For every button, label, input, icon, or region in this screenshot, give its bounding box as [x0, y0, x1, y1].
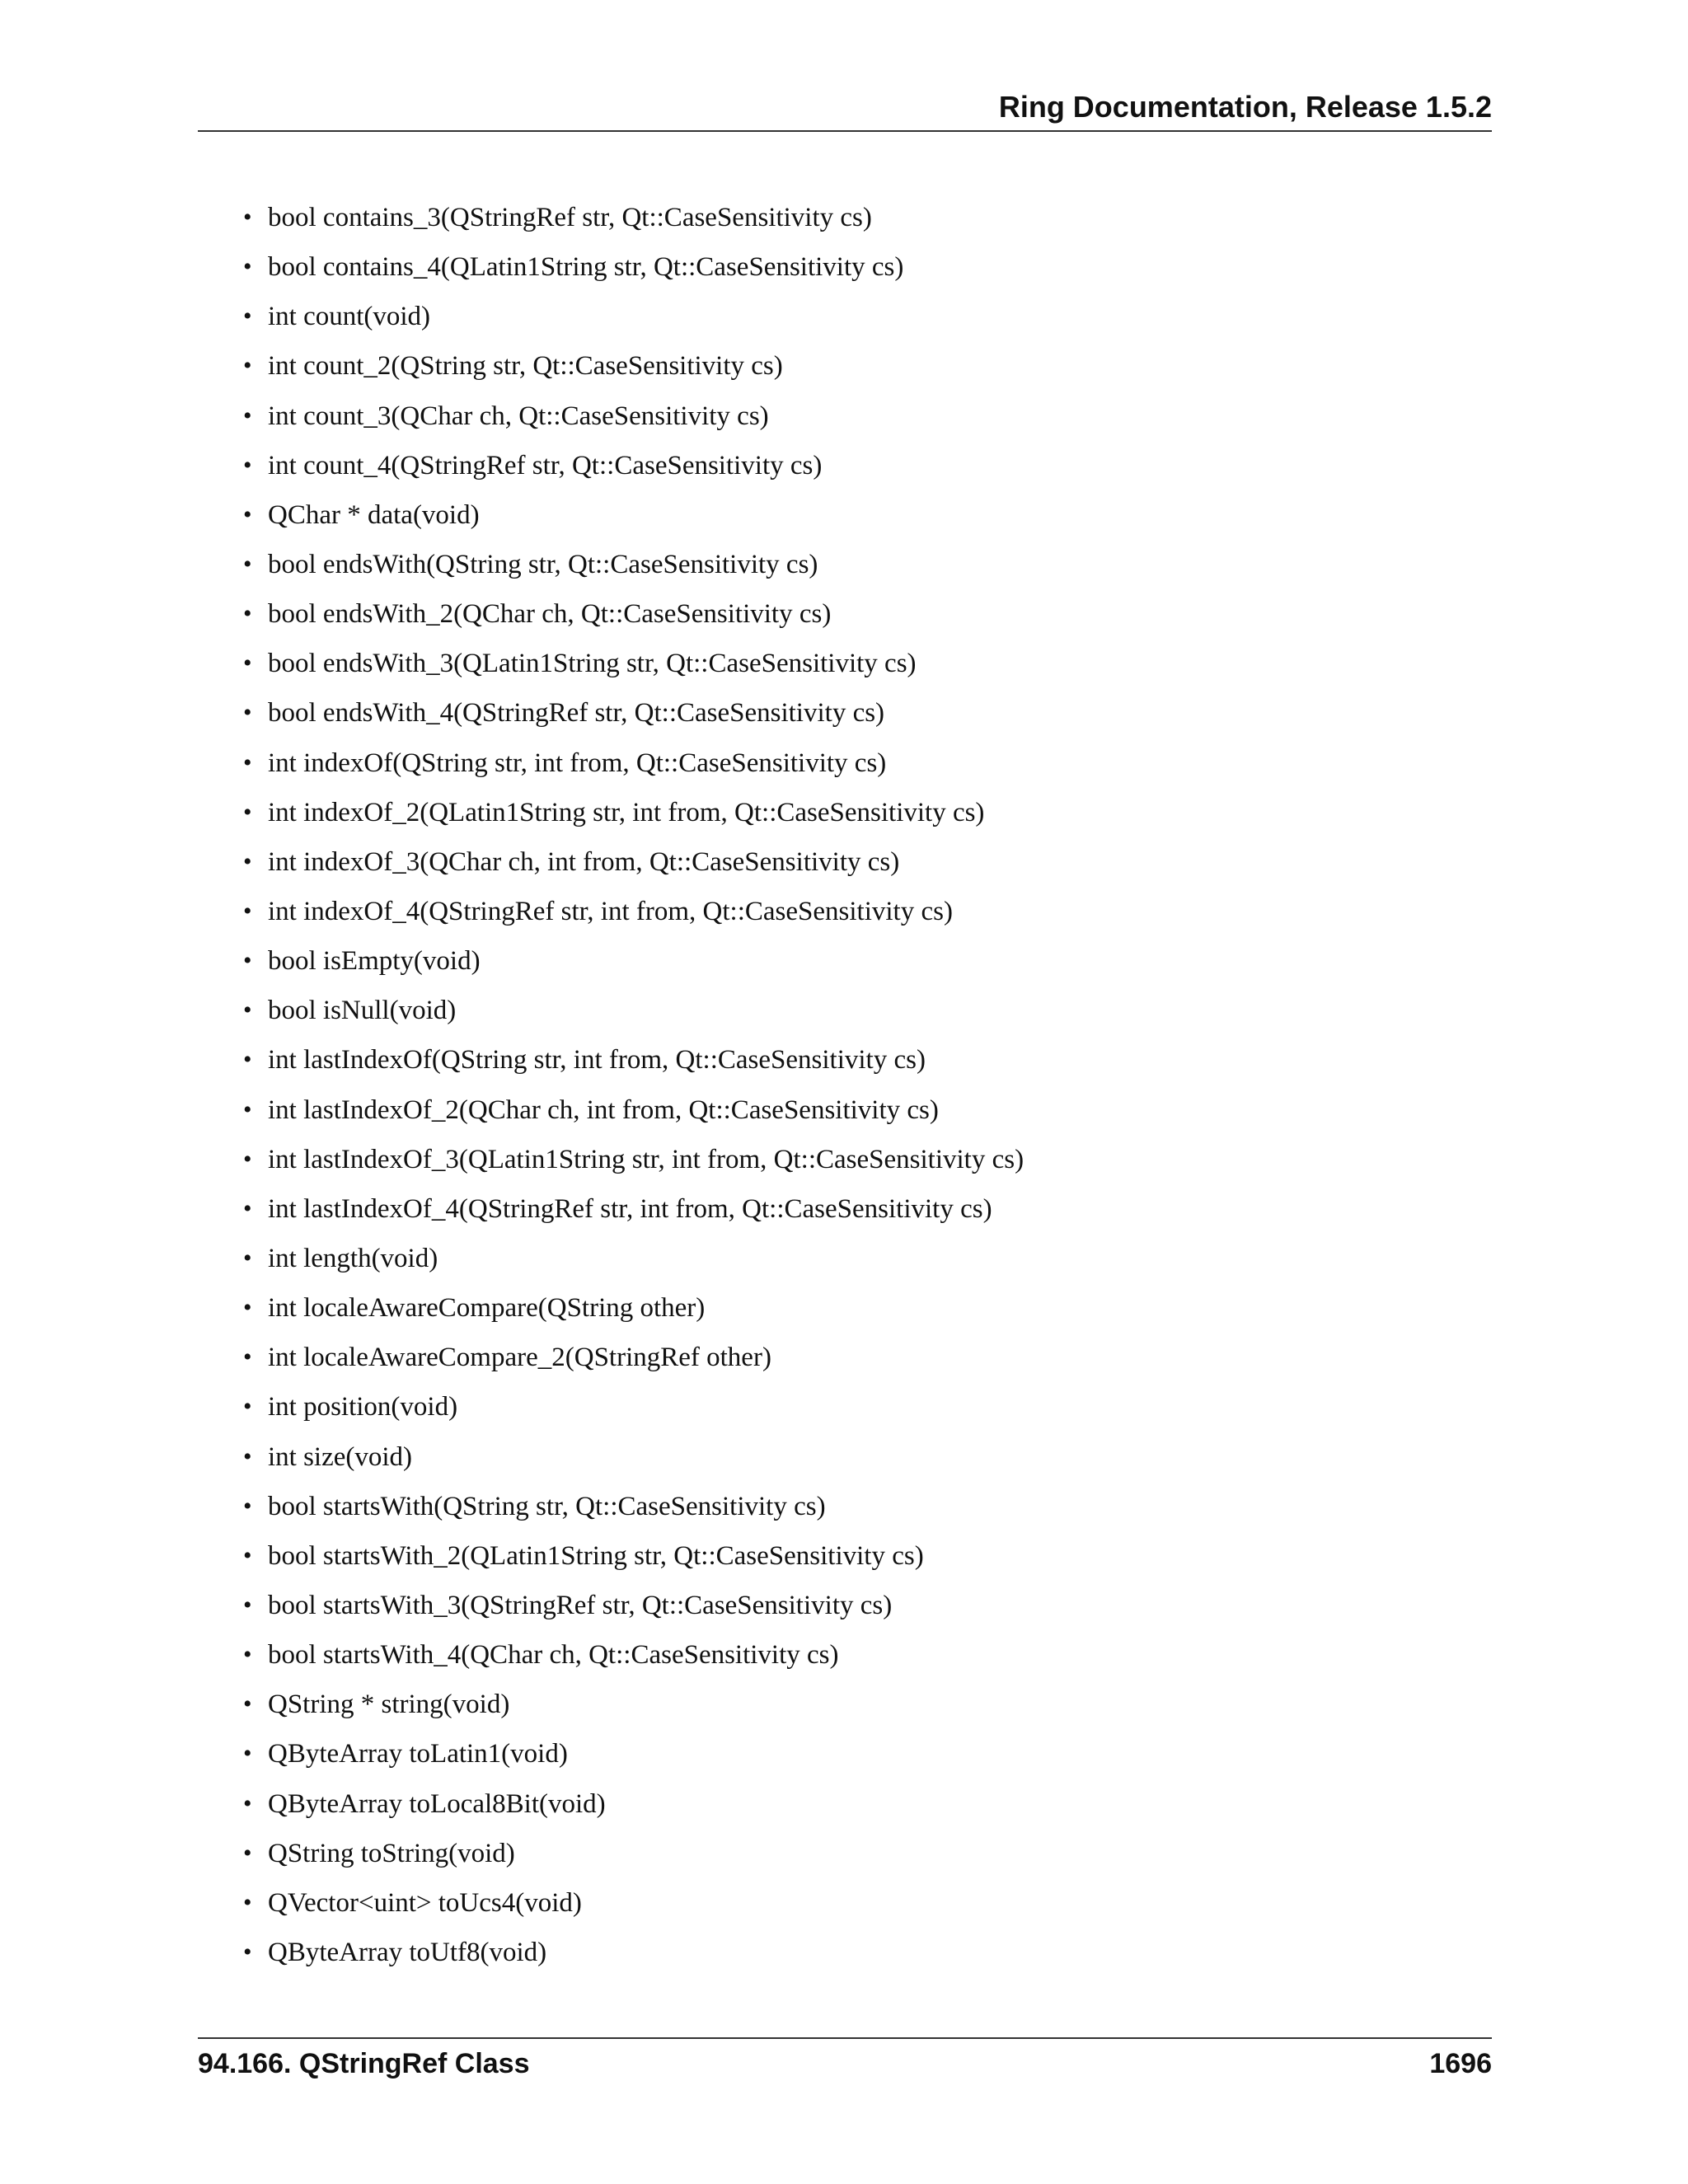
method-signature: int localeAwareCompare(QString other): [268, 1293, 706, 1324]
method-signature: QByteArray toLatin1(void): [268, 1739, 568, 1769]
method-signature: int localeAwareCompare_2(QStringRef other): [268, 1343, 771, 1373]
list-item: [241, 1685, 1024, 1734]
footer-page-number: 1696: [1429, 2048, 1492, 2079]
list-item: [241, 1239, 1024, 1288]
method-signature: int position(void): [268, 1392, 458, 1422]
list-item: [241, 297, 1024, 346]
method-signature: int size(void): [268, 1441, 413, 1472]
bullet-icon: •: [243, 1541, 252, 1569]
bullet-icon: •: [243, 1789, 252, 1817]
method-signature: int lastIndexOf_4(QStringRef str, int from, Qt::CaseSensitivity cs): [268, 1193, 992, 1224]
method-signature: bool isEmpty(void): [268, 946, 481, 977]
method-signature: int count(void): [268, 302, 431, 332]
list-item: [241, 396, 1024, 446]
list-item: [241, 247, 1024, 297]
list-item: [241, 1834, 1024, 1883]
method-signature: QChar * data(void): [268, 499, 480, 530]
method-signature: bool startsWith(QString str, Qt::CaseSensitivity cs): [268, 1491, 826, 1521]
list-item: [241, 892, 1024, 941]
method-signature: QByteArray toLocal8Bit(void): [268, 1788, 606, 1819]
method-signature: QVector<uint> toUcs4(void): [268, 1887, 582, 1918]
bullet-icon: •: [243, 1244, 252, 1272]
method-signature: int lastIndexOf(QString str, int from, Qt::CaseSensitivity cs): [268, 1045, 926, 1076]
page-header: [198, 89, 1492, 132]
bullet-icon: •: [243, 649, 252, 677]
method-signature: int count_3(QChar ch, Qt::CaseSensitivity cs): [268, 401, 769, 431]
method-signature: int count_2(QString str, Qt::CaseSensitivity cs): [268, 351, 783, 382]
bullet-icon: •: [243, 897, 252, 925]
method-signature: bool isNull(void): [268, 996, 457, 1026]
method-signature: int lastIndexOf_2(QChar ch, int from, Qt::CaseSensitivity cs): [268, 1094, 939, 1125]
bullet-icon: •: [243, 1294, 252, 1322]
list-item: [241, 446, 1024, 495]
list-item: [241, 1883, 1024, 1933]
list-item: [241, 1933, 1024, 1982]
list-item: [241, 1487, 1024, 1536]
list-item: [241, 842, 1024, 892]
list-item: [241, 693, 1024, 743]
page-footer: [198, 2037, 1492, 2085]
method-signature: bool endsWith_2(QChar ch, Qt::CaseSensitivity cs): [268, 599, 832, 630]
bullet-icon: •: [243, 600, 252, 628]
header-title: Ring Documentation, Release 1.5.2: [998, 90, 1492, 124]
list-item: [241, 545, 1024, 594]
bullet-icon: •: [243, 1740, 252, 1768]
list-item: [241, 1338, 1024, 1387]
bullet-icon: •: [243, 500, 252, 528]
method-signature: int indexOf(QString str, int from, Qt::CaseSensitivity cs): [268, 748, 887, 778]
bullet-icon: •: [243, 1343, 252, 1371]
bullet-icon: •: [243, 699, 252, 727]
method-signature: QString * string(void): [268, 1690, 510, 1720]
bullet-icon: •: [243, 451, 252, 479]
method-list: [241, 198, 1024, 1982]
bullet-icon: •: [243, 1938, 252, 1966]
bullet-icon: •: [243, 1145, 252, 1173]
method-signature: bool endsWith(QString str, Qt::CaseSensitivity cs): [268, 549, 818, 579]
bullet-icon: •: [243, 1888, 252, 1916]
method-signature: bool startsWith_3(QStringRef str, Qt::CaseSensitivity cs): [268, 1590, 893, 1620]
bullet-icon: •: [243, 1591, 252, 1619]
list-item: [241, 1784, 1024, 1834]
method-signature: int count_4(QStringRef str, Qt::CaseSensitivity cs): [268, 450, 823, 480]
bullet-icon: •: [243, 204, 252, 231]
bullet-icon: •: [243, 748, 252, 776]
list-item: [241, 1437, 1024, 1487]
list-item: [241, 644, 1024, 693]
list-item: [241, 1288, 1024, 1338]
list-item: [241, 495, 1024, 545]
list-item: [241, 743, 1024, 793]
method-signature: bool contains_4(QLatin1String str, Qt::CaseSensitivity cs): [268, 252, 904, 283]
list-item: [241, 793, 1024, 842]
bullet-icon: •: [243, 798, 252, 826]
bullet-icon: •: [243, 1839, 252, 1867]
bullet-icon: •: [243, 1641, 252, 1669]
list-item: [241, 346, 1024, 396]
bullet-icon: •: [243, 1393, 252, 1421]
bullet-icon: •: [243, 947, 252, 975]
list-item: [241, 941, 1024, 991]
list-item: [241, 1040, 1024, 1090]
method-signature: int length(void): [268, 1243, 438, 1273]
bullet-icon: •: [243, 302, 252, 330]
method-signature: QByteArray toUtf8(void): [268, 1937, 547, 1967]
list-item: [241, 198, 1024, 247]
list-item: [241, 1140, 1024, 1189]
bullet-icon: •: [243, 1194, 252, 1222]
method-signature: QString toString(void): [268, 1838, 515, 1868]
bullet-icon: •: [243, 1442, 252, 1470]
bullet-icon: •: [243, 352, 252, 380]
method-signature: int indexOf_3(QChar ch, int from, Qt::CaseSensitivity cs): [268, 846, 900, 877]
list-item: [241, 594, 1024, 644]
list-item: [241, 1635, 1024, 1685]
method-signature: bool startsWith_4(QChar ch, Qt::CaseSensitivity cs): [268, 1640, 839, 1671]
bullet-icon: •: [243, 1690, 252, 1718]
method-signature: bool contains_3(QStringRef str, Qt::CaseSensitivity cs): [268, 203, 872, 232]
bullet-icon: •: [243, 1046, 252, 1074]
bullet-icon: •: [243, 847, 252, 875]
method-signature: int indexOf_2(QLatin1String str, int from, Qt::CaseSensitivity cs): [268, 797, 985, 827]
method-signature: int indexOf_4(QStringRef str, int from, Qt::CaseSensitivity cs): [268, 896, 953, 926]
bullet-icon: •: [243, 401, 252, 429]
list-item: [241, 1189, 1024, 1239]
list-item: [241, 991, 1024, 1040]
bullet-icon: •: [243, 1095, 252, 1123]
method-signature: bool startsWith_2(QLatin1String str, Qt::CaseSensitivity cs): [268, 1540, 924, 1571]
method-signature: int lastIndexOf_3(QLatin1String str, int from, Qt::CaseSensitivity cs): [268, 1144, 1025, 1174]
list-item: [241, 1387, 1024, 1436]
list-item: [241, 1734, 1024, 1783]
method-signature: bool endsWith_4(QStringRef str, Qt::CaseSensitivity cs): [268, 698, 885, 729]
list-item: [241, 1090, 1024, 1140]
bullet-icon: •: [243, 996, 252, 1024]
bullet-icon: •: [243, 253, 252, 281]
list-item: [241, 1586, 1024, 1635]
list-item: [241, 1536, 1024, 1586]
footer-section-title: 94.166. QStringRef Class: [198, 2048, 530, 2079]
bullet-icon: •: [243, 550, 252, 578]
method-signature: bool endsWith_3(QLatin1String str, Qt::CaseSensitivity cs): [268, 649, 917, 679]
bullet-icon: •: [243, 1492, 252, 1520]
